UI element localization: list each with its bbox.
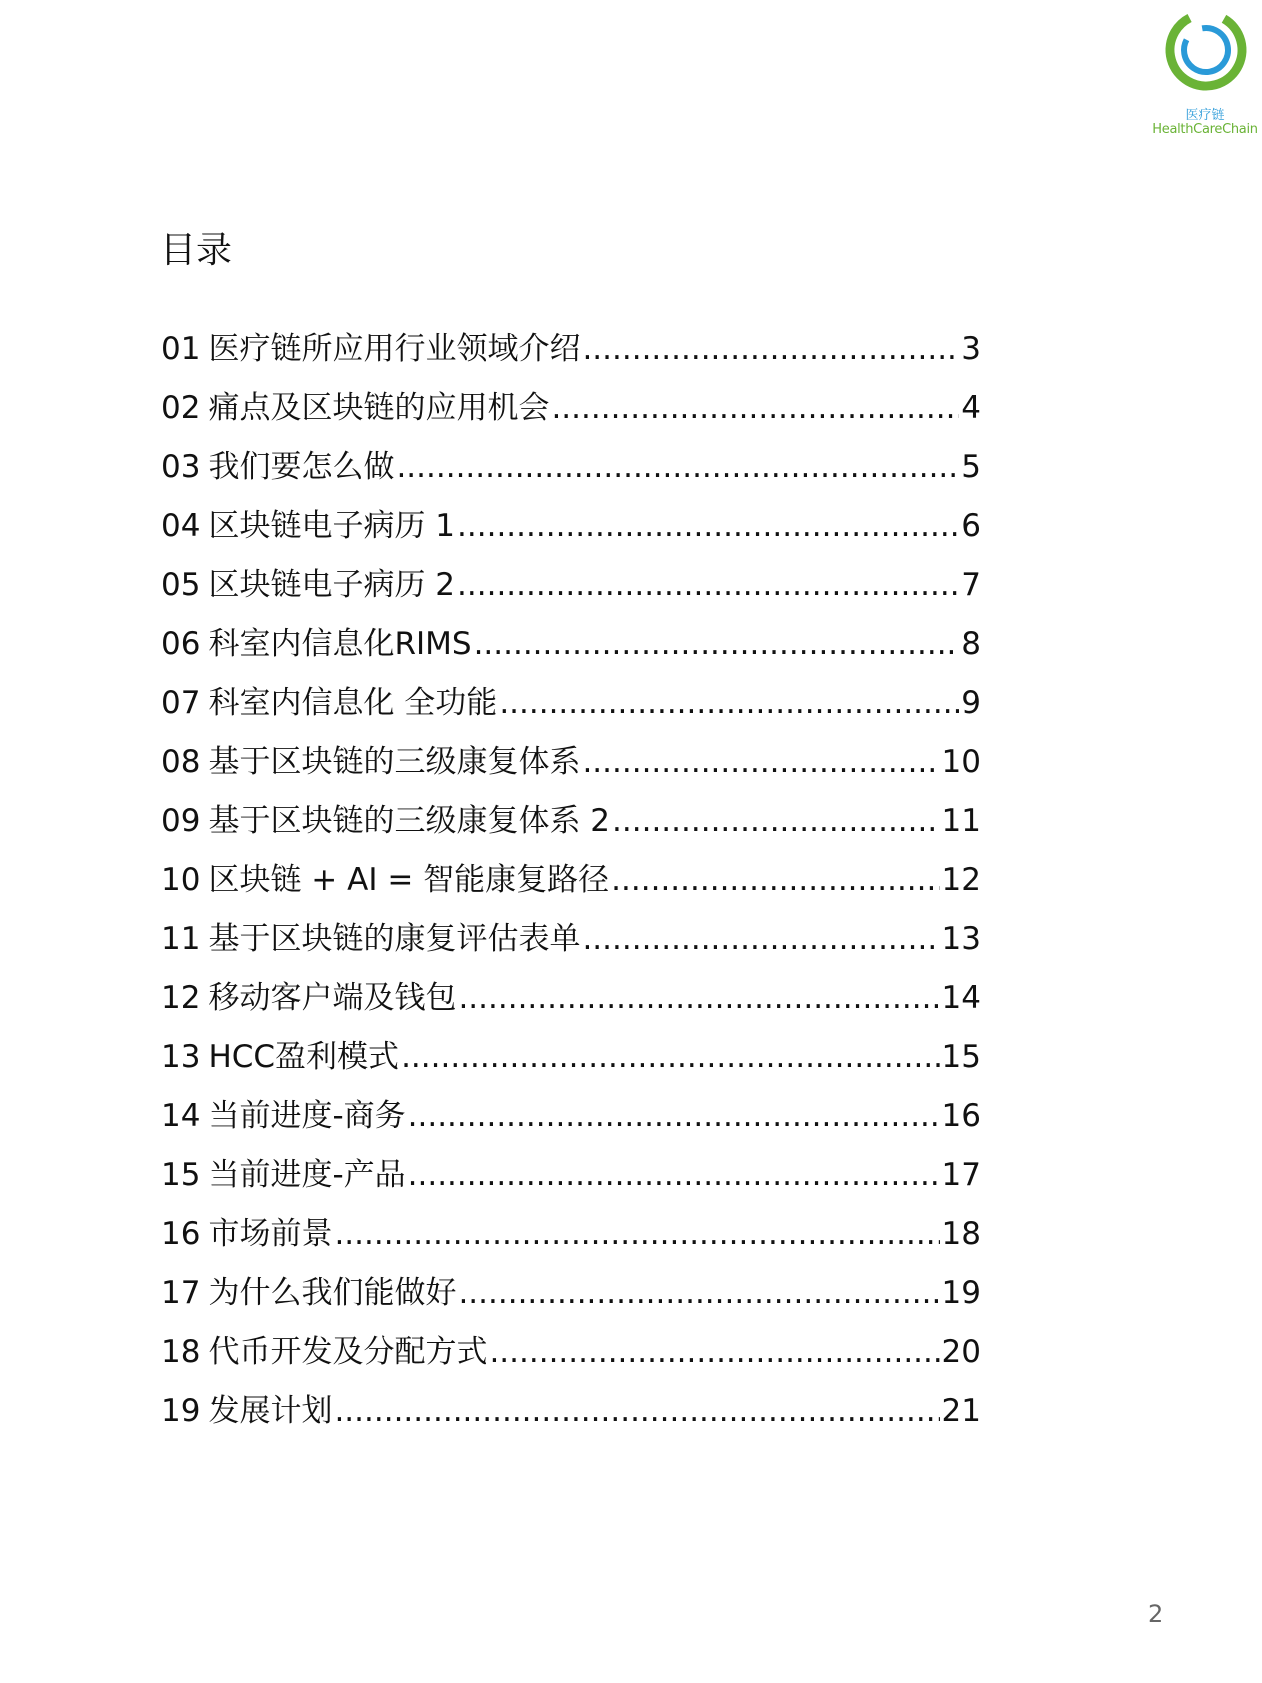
toc-entry-title: 科室内信息化 全功能: [208, 685, 498, 721]
toc-entry[interactable]: [161, 674, 981, 733]
toc-entry-page: 15: [941, 1039, 981, 1075]
toc-entry-title: HCC盈利模式: [208, 1039, 400, 1075]
toc-entry-number: 01: [161, 331, 201, 367]
toc-entry-number: 02: [161, 390, 201, 426]
toc-dot-leader: [408, 1146, 940, 1205]
toc-entry-number: 17: [161, 1275, 201, 1311]
toc-entry[interactable]: [161, 733, 981, 792]
toc-entry-page: 12: [941, 862, 981, 898]
toc-dot-leader: [612, 792, 940, 851]
company-logo: [1148, 6, 1262, 138]
toc-dot-leader: [408, 1087, 940, 1146]
toc-entry[interactable]: [161, 851, 981, 910]
toc-entry-title: 为什么我们能做好: [208, 1275, 457, 1311]
toc-dot-leader: [474, 615, 959, 674]
toc-entry[interactable]: [161, 615, 981, 674]
toc-dot-leader: [401, 1028, 939, 1087]
toc-entry-number: 19: [161, 1393, 201, 1429]
toc-entry[interactable]: [161, 969, 981, 1028]
toc-entry-page: 14: [941, 980, 981, 1016]
toc-entry-title: 当前进度-商务: [208, 1098, 406, 1134]
toc-entry[interactable]: [161, 1264, 981, 1323]
ring-logo-icon: [1156, 6, 1256, 102]
toc-entry-number: 06: [161, 626, 201, 662]
toc-entry-number: 16: [161, 1216, 201, 1252]
toc-entry-page: 7: [961, 567, 981, 603]
toc-entry-page: 13: [941, 921, 981, 957]
toc-entry-number: 07: [161, 685, 201, 721]
toc-entry[interactable]: [161, 556, 981, 615]
toc-title: 目录: [160, 230, 233, 271]
toc-entry-page: 4: [961, 390, 981, 426]
toc-dot-leader: [582, 320, 959, 379]
toc-entry-number: 04: [161, 508, 201, 544]
toc-entry-number: 09: [161, 803, 201, 839]
toc-entry-title: 发展计划: [208, 1393, 333, 1429]
toc-entry-page: 9: [961, 685, 981, 721]
toc-entry-title: 市场前景: [208, 1216, 333, 1252]
toc-dot-leader: [458, 1264, 939, 1323]
toc-dot-leader: [457, 497, 959, 556]
toc-entry[interactable]: [161, 1028, 981, 1087]
toc-entry-page: 21: [941, 1393, 981, 1429]
toc-entry-title: 移动客户端及钱包: [208, 980, 457, 1016]
toc-entry[interactable]: [161, 1146, 981, 1205]
toc-dot-leader: [457, 556, 959, 615]
toc-entry[interactable]: [161, 1087, 981, 1146]
toc-entry-title: 基于区块链的康复评估表单: [208, 921, 581, 957]
toc-entry-page: 18: [941, 1216, 981, 1252]
toc-entry[interactable]: [161, 1382, 981, 1441]
toc-dot-leader: [611, 851, 939, 910]
toc-entry[interactable]: [161, 320, 981, 379]
toc-entry[interactable]: [161, 1205, 981, 1264]
toc-entry-title: 痛点及区块链的应用机会: [208, 390, 550, 426]
toc-entry-page: 20: [941, 1334, 981, 1370]
toc-entry-number: 05: [161, 567, 201, 603]
toc-dot-leader: [458, 969, 939, 1028]
toc-entry[interactable]: [161, 910, 981, 969]
toc-entry-title: 医疗链所应用行业领域介绍: [208, 331, 581, 367]
toc-entry[interactable]: [161, 497, 981, 556]
toc-entry[interactable]: [161, 1323, 981, 1382]
toc-entry-title: 我们要怎么做: [208, 449, 395, 485]
toc-entry-page: 19: [941, 1275, 981, 1311]
toc-entry-title: 区块链电子病历 1: [208, 508, 456, 544]
logo-name-en: HealthCareChain: [1152, 122, 1258, 137]
toc-dot-leader: [334, 1205, 939, 1264]
toc-entry-page: 11: [941, 803, 981, 839]
logo-name-cn: 医疗链: [1185, 108, 1225, 123]
toc-dot-leader: [334, 1382, 939, 1441]
toc-entry-title: 代币开发及分配方式: [208, 1334, 488, 1370]
toc-entry-title: 当前进度-产品: [208, 1157, 406, 1193]
toc-dot-leader: [499, 674, 959, 733]
toc-entry-number: 13: [161, 1039, 201, 1075]
toc-entry[interactable]: [161, 438, 981, 497]
toc-dot-leader: [396, 438, 959, 497]
toc-dot-leader: [582, 910, 939, 969]
toc-entry-page: 5: [961, 449, 981, 485]
toc-entry-number: 10: [161, 862, 201, 898]
toc-entry-number: 15: [161, 1157, 201, 1193]
toc-entry-number: 03: [161, 449, 201, 485]
table-of-contents: [161, 320, 981, 1441]
toc-entry[interactable]: [161, 792, 981, 851]
toc-entry-title: 基于区块链的三级康复体系: [208, 744, 581, 780]
toc-entry-number: 18: [161, 1334, 201, 1370]
toc-dot-leader: [551, 379, 959, 438]
toc-entry-number: 12: [161, 980, 201, 1016]
toc-dot-leader: [582, 733, 939, 792]
toc-entry[interactable]: [161, 379, 981, 438]
toc-entry-title: 区块链 + AI = 智能康复路径: [208, 862, 610, 898]
toc-entry-page: 17: [941, 1157, 981, 1193]
toc-entry-number: 11: [161, 921, 201, 957]
toc-entry-title: 科室内信息化RIMS: [208, 626, 472, 662]
toc-dot-leader: [489, 1323, 939, 1382]
toc-entry-title: 区块链电子病历 2: [208, 567, 456, 603]
page-number: 2: [1148, 1600, 1164, 1628]
toc-entry-page: 8: [961, 626, 981, 662]
toc-entry-page: 6: [961, 508, 981, 544]
toc-entry-page: 10: [941, 744, 981, 780]
toc-entry-page: 16: [941, 1098, 981, 1134]
toc-entry-title: 基于区块链的三级康复体系 2: [208, 803, 611, 839]
toc-entry-number: 08: [161, 744, 201, 780]
toc-entry-page: 3: [961, 331, 981, 367]
toc-entry-number: 14: [161, 1098, 201, 1134]
